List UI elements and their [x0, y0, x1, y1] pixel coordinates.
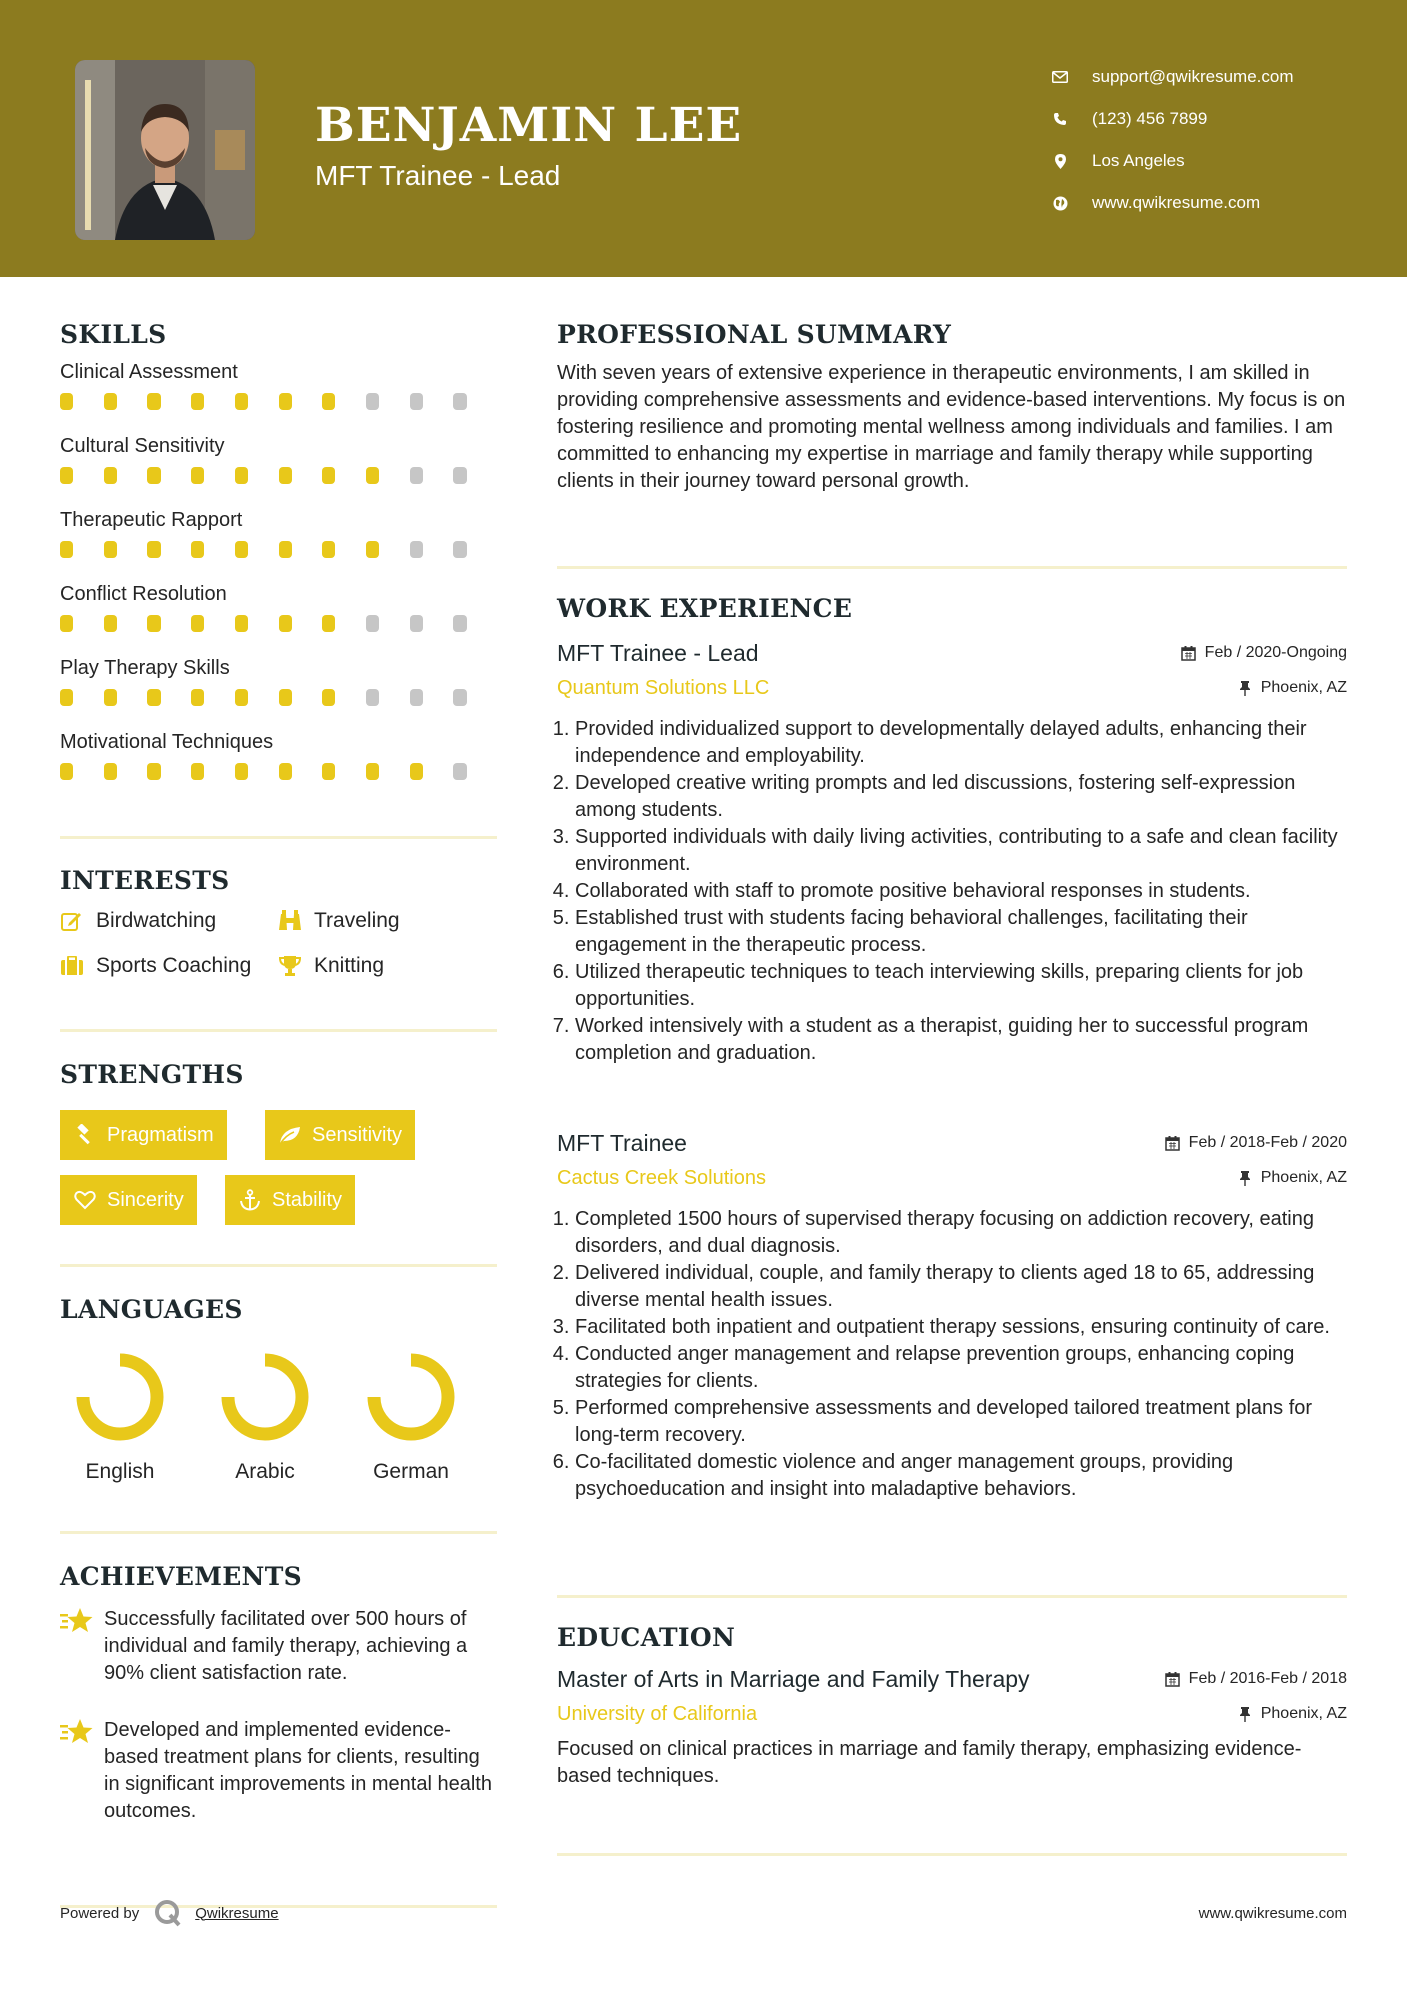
- rating-dot-filled: [366, 763, 379, 780]
- gavel-icon: [73, 1123, 97, 1147]
- star-icon: [60, 1717, 94, 1747]
- skill-name: Cultural Sensitivity: [60, 435, 225, 457]
- interests-title: INTERESTS: [60, 866, 230, 895]
- rating-dot-empty: [410, 689, 423, 706]
- contact-email[interactable]: [1050, 56, 1294, 98]
- brand-link[interactable]: Qwikresume: [195, 1904, 279, 1922]
- rating-dot-filled: [147, 393, 160, 410]
- job-dates-text: Feb / 2020-Ongoing: [1204, 644, 1347, 661]
- job-bullet: 2. Developed creative writing prompts and led discussions, fostering self-expression among students.: [575, 770, 1347, 824]
- job-location-text: Phoenix, AZ: [1260, 1169, 1347, 1186]
- rating-dot-filled: [279, 689, 292, 706]
- heart-icon: [73, 1188, 97, 1212]
- rating-dot-filled: [322, 763, 335, 780]
- divider: [557, 1595, 1347, 1598]
- job-entry: [557, 638, 1347, 1067]
- rating-dot-filled: [235, 541, 248, 558]
- divider: [557, 566, 1347, 569]
- achievement-text: Developed and implemented evidence-based treatment plans for clients, resulting in significant improvements in mental health outcomes.: [104, 1719, 492, 1822]
- rating-dot-filled: [235, 393, 248, 410]
- interest-item-sports-coaching: [60, 954, 251, 978]
- skill-item: [60, 655, 497, 729]
- rating-dot-filled: [147, 763, 160, 780]
- skills-section: [60, 320, 497, 803]
- interest-label: Traveling: [314, 909, 400, 932]
- achievement-text: Successfully facilitated over 500 hours of individual and family therapy, achieving a 90% client satisfaction rate.: [104, 1608, 468, 1684]
- school-name: University of California: [557, 1702, 758, 1725]
- rating-dot-filled: [279, 467, 292, 484]
- contact-website-text: www.qwikresume.com: [1092, 193, 1261, 212]
- rating-dot-filled: [235, 615, 248, 632]
- rating-dot-filled: [191, 689, 204, 706]
- calendar-icon: [1181, 645, 1197, 661]
- skill-name: Conflict Resolution: [60, 583, 227, 605]
- job-bullet: 3. Facilitated both inpatient and outpatient therapy sessions, ensuring continuity of care.: [575, 1314, 1347, 1341]
- skill-rating: [60, 459, 497, 507]
- skill-rating: [60, 681, 497, 729]
- rating-dot-filled: [147, 689, 160, 706]
- rating-dot-empty: [366, 615, 379, 632]
- rating-dot-filled: [366, 467, 379, 484]
- job-bullet: 2. Delivered individual, couple, and family therapy to clients aged 18 to 65, addressing diverse mental health issues.: [575, 1260, 1347, 1314]
- star-icon: [60, 1606, 94, 1636]
- education-location-text: Phoenix, AZ: [1260, 1705, 1347, 1722]
- rating-dot-filled: [322, 615, 335, 632]
- language-item-english: [60, 1347, 180, 1484]
- company-name: Quantum Solutions LLC: [557, 676, 770, 699]
- strength-tag-sensitivity: [265, 1110, 415, 1160]
- skills-list: [60, 359, 497, 803]
- job-bullet: 7. Worked intensively with a student as a therapist, guiding her to successful program completion and graduation.: [575, 1013, 1347, 1067]
- education-title: EDUCATION: [557, 1623, 736, 1652]
- job-bullet: 6. Utilized therapeutic techniques to teach interviewing skills, preparing clients for job opportunities.: [575, 959, 1347, 1013]
- rating-dot-filled: [147, 615, 160, 632]
- rating-dot-filled: [279, 763, 292, 780]
- rating-dot-filled: [60, 763, 73, 780]
- pushpin-icon: [1237, 1706, 1253, 1722]
- job-bullets: [557, 716, 1347, 1067]
- job-bullet: 3. Supported individuals with daily living activities, contributing to a safe and clean facility environment.: [575, 824, 1347, 878]
- skill-rating: [60, 385, 497, 433]
- leaf-icon: [278, 1123, 302, 1147]
- pushpin-icon: [1237, 680, 1253, 696]
- skill-rating: [60, 755, 497, 803]
- rating-dot-empty: [410, 467, 423, 484]
- achievement-item: [60, 1717, 497, 1825]
- interest-item-traveling: [278, 909, 400, 933]
- strength-tag-sincerity: [60, 1175, 197, 1225]
- language-level-ring: [205, 1347, 325, 1447]
- rating-dot-filled: [60, 467, 73, 484]
- globe-icon: [1050, 193, 1070, 213]
- education-location: [1237, 1705, 1347, 1723]
- rating-dot-filled: [104, 763, 117, 780]
- job-location: [1237, 679, 1347, 697]
- rating-dot-empty: [410, 393, 423, 410]
- work-experience-section: [557, 594, 1347, 623]
- strengths-title: STRENGTHS: [60, 1060, 244, 1089]
- calendar-icon: [1165, 1135, 1181, 1151]
- skill-name: Motivational Techniques: [60, 731, 274, 753]
- job-bullet: 4. Conducted anger management and relapse prevention groups, enhancing coping strategies for clients.: [575, 1341, 1347, 1395]
- strength-tag-pragmatism: [60, 1110, 227, 1160]
- rating-dot-filled: [279, 541, 292, 558]
- rating-dot-filled: [410, 763, 423, 780]
- rating-dot-filled: [191, 541, 204, 558]
- rating-dot-filled: [235, 467, 248, 484]
- skill-item: [60, 433, 497, 507]
- contact-list: [1050, 56, 1294, 224]
- skill-item: [60, 359, 497, 433]
- skills-title: SKILLS: [60, 320, 167, 349]
- rating-dot-filled: [104, 689, 117, 706]
- contact-email-text: support@qwikresume.com: [1092, 67, 1294, 86]
- job-bullet: 1. Completed 1500 hours of supervised therapy focusing on addiction recovery, eating disorders, and dual diagnosis.: [575, 1206, 1347, 1260]
- rating-dot-filled: [191, 393, 204, 410]
- envelope-icon: [1050, 67, 1070, 87]
- strengths-section: [60, 1060, 497, 1220]
- job-title: MFT Trainee - Lead: [557, 639, 759, 666]
- contact-website[interactable]: [1050, 182, 1294, 224]
- skill-name: Therapeutic Rapport: [60, 509, 243, 531]
- skill-item: [60, 581, 497, 655]
- candidate-role: MFT Trainee - Lead: [315, 160, 561, 191]
- contact-phone-text: (123) 456 7899: [1092, 109, 1208, 128]
- languages-section: [60, 1295, 497, 1495]
- language-label: English: [85, 1460, 155, 1483]
- interests-section: [60, 866, 497, 976]
- job-bullet: 1. Provided individualized support to developmentally delayed adults, enhancing their independence and employability.: [575, 716, 1347, 770]
- rating-dot-empty: [410, 541, 423, 558]
- rating-dot-empty: [453, 467, 466, 484]
- contact-phone[interactable]: [1050, 98, 1294, 140]
- education-dates: [1165, 1670, 1347, 1688]
- skill-name: Play Therapy Skills: [60, 657, 230, 679]
- language-item-german: [351, 1347, 471, 1484]
- job-entry: [557, 1128, 1347, 1503]
- profile-photo: [75, 60, 255, 240]
- summary-title: PROFESSIONAL SUMMARY: [557, 320, 952, 349]
- rating-dot-filled: [279, 615, 292, 632]
- rating-dot-empty: [453, 763, 466, 780]
- language-level-ring: [351, 1347, 471, 1447]
- edit-icon: [60, 909, 84, 933]
- interest-item-knitting: [278, 954, 384, 978]
- rating-dot-filled: [104, 393, 117, 410]
- interest-label: Sports Coaching: [96, 954, 252, 977]
- job-dates: [1165, 1134, 1347, 1152]
- strength-label: Sincerity: [107, 1188, 184, 1211]
- language-item-arabic: [205, 1347, 325, 1484]
- skill-name: Clinical Assessment: [60, 361, 238, 383]
- rating-dot-filled: [322, 541, 335, 558]
- rating-dot-filled: [147, 541, 160, 558]
- rating-dot-filled: [60, 615, 73, 632]
- job-location: [1237, 1169, 1347, 1187]
- interest-item-birdwatching: [60, 909, 216, 933]
- rating-dot-filled: [104, 467, 117, 484]
- qwikresume-logo-icon: [153, 1898, 183, 1928]
- job-bullet: 6. Co-facilitated domestic violence and anger management groups, providing psychoeducation and insight into maladaptive behaviors.: [575, 1449, 1347, 1503]
- job-bullet: 4. Collaborated with staff to promote positive behavioral responses in students.: [575, 878, 1347, 905]
- job-bullet: 5. Performed comprehensive assessments and developed tailored treatment plans for long-term recovery.: [575, 1395, 1347, 1449]
- calendar-icon: [1165, 1671, 1181, 1687]
- contact-location: [1050, 140, 1294, 182]
- pushpin-icon: [1237, 1170, 1253, 1186]
- anchor-icon: [238, 1188, 262, 1212]
- interest-label: Knitting: [314, 954, 385, 977]
- company-name: Cactus Creek Solutions: [557, 1166, 766, 1189]
- achievements-section: [60, 1562, 497, 1882]
- map-pin-icon: [1050, 151, 1070, 171]
- job-location-text: Phoenix, AZ: [1260, 679, 1347, 696]
- interest-label: Birdwatching: [96, 909, 217, 932]
- job-dates: [1181, 644, 1347, 662]
- rating-dot-filled: [322, 393, 335, 410]
- achievement-item: [60, 1606, 497, 1687]
- education-section: [557, 1623, 1347, 1790]
- binoculars-icon: [278, 909, 302, 933]
- divider: [557, 1853, 1347, 1856]
- rating-dot-filled: [191, 467, 204, 484]
- rating-dot-filled: [104, 541, 117, 558]
- achievements-title: ACHIEVEMENTS: [60, 1562, 302, 1591]
- rating-dot-empty: [410, 615, 423, 632]
- rating-dot-empty: [453, 689, 466, 706]
- rating-dot-empty: [453, 615, 466, 632]
- rating-dot-filled: [60, 689, 73, 706]
- skill-rating: [60, 533, 497, 581]
- language-label: Arabic: [235, 1460, 295, 1483]
- skill-item: [60, 507, 497, 581]
- rating-dot-filled: [104, 615, 117, 632]
- skill-rating: [60, 607, 497, 655]
- skill-item: [60, 729, 497, 803]
- job-bullet: 5. Established trust with students facing behavioral challenges, facilitating their engagement in the therapeutic process.: [575, 905, 1347, 959]
- education-dates-text: Feb / 2016-Feb / 2018: [1188, 1670, 1347, 1687]
- rating-dot-empty: [366, 689, 379, 706]
- education-description: Focused on clinical practices in marriage and family therapy, emphasizing evidence-based techniques.: [557, 1738, 1302, 1787]
- degree-title: Master of Arts in Marriage and Family Therapy: [557, 1665, 1030, 1692]
- rating-dot-filled: [322, 467, 335, 484]
- footer-website[interactable]: www.qwikresume.com: [1198, 1905, 1347, 1922]
- powered-by-label: Powered by: [60, 1904, 140, 1922]
- rating-dot-empty: [366, 393, 379, 410]
- language-level-ring: [60, 1347, 180, 1447]
- job-title: MFT Trainee: [557, 1129, 687, 1156]
- rating-dot-filled: [279, 393, 292, 410]
- languages-title: LANGUAGES: [60, 1295, 243, 1324]
- strength-label: Stability: [272, 1188, 343, 1211]
- rating-dot-empty: [453, 541, 466, 558]
- phone-icon: [1050, 109, 1070, 129]
- job-bullets: [557, 1206, 1347, 1503]
- divider: [60, 1531, 497, 1534]
- rating-dot-filled: [235, 763, 248, 780]
- strength-tag-stability: [225, 1175, 355, 1225]
- summary-section: [557, 320, 1347, 495]
- rating-dot-filled: [60, 393, 73, 410]
- rating-dot-empty: [453, 393, 466, 410]
- rating-dot-filled: [366, 541, 379, 558]
- rating-dot-filled: [60, 541, 73, 558]
- strength-label: Sensitivity: [312, 1123, 403, 1146]
- candidate-name: BENJAMIN LEE: [315, 98, 743, 153]
- rating-dot-filled: [191, 615, 204, 632]
- rating-dot-filled: [191, 763, 204, 780]
- language-label: German: [373, 1460, 449, 1483]
- contact-location-text: Los Angeles: [1092, 151, 1185, 170]
- trophy-icon: [278, 954, 302, 978]
- divider: [60, 836, 497, 839]
- divider: [60, 1264, 497, 1267]
- briefcase-icon: [60, 954, 84, 978]
- job-dates-text: Feb / 2018-Feb / 2020: [1188, 1134, 1347, 1151]
- header-band: [0, 0, 1407, 277]
- strength-label: Pragmatism: [107, 1123, 214, 1146]
- rating-dot-filled: [147, 467, 160, 484]
- footer-powered-by: [60, 1898, 279, 1928]
- rating-dot-filled: [235, 689, 248, 706]
- rating-dot-filled: [322, 689, 335, 706]
- summary-text: With seven years of extensive experience in therapeutic environments, I am skilled in providing comprehensive assessments and evidence-based interventions. My focus is on fostering resilience and promoting mental wellness among individuals and families. I am committed to enhancing my expertise in marriage and family therapy while supporting clients in their journey toward personal growth.: [557, 362, 1346, 492]
- work-experience-title: WORK EXPERIENCE: [557, 594, 853, 623]
- divider: [60, 1029, 497, 1032]
